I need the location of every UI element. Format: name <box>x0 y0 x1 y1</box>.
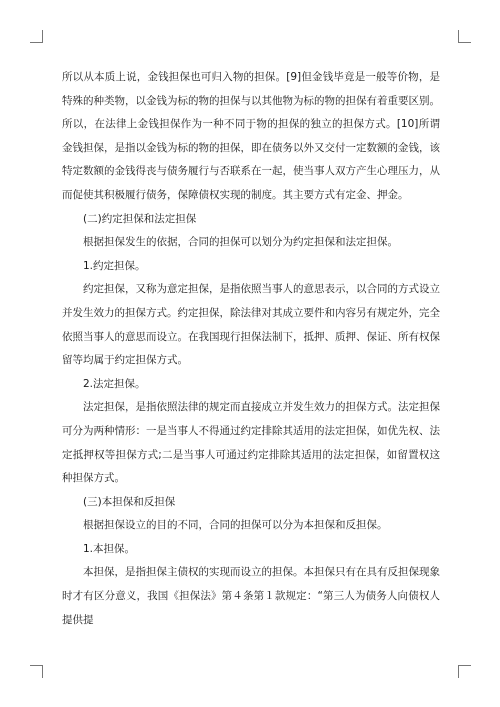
subsection-heading: 1.约定担保。 <box>83 259 146 272</box>
paragraph: 法定担保，是指依照法律的规定而直接成立并发生效力的担保方式。法定担保可分为两种情形：一是当事人不得通过约定排除其适用的法定担保，如优先权、法定抵押权等担保方式;二是当事人可通过约定排除其适用的法定担保，如留置权这种担保方式。 <box>62 401 440 485</box>
page-corner-mark-bottom-left <box>30 665 43 678</box>
document-body <box>62 66 440 632</box>
section-heading: (二)约定担保和法定担保 <box>83 212 197 225</box>
subsection-heading: 2.法定担保。 <box>83 377 146 390</box>
section-heading: (三)本担保和反担保 <box>83 495 176 508</box>
page-corner-mark-bottom-right <box>458 665 471 678</box>
page-corner-mark-top-left <box>30 30 43 43</box>
page-corner-mark-top-right <box>458 30 471 43</box>
paragraph: 根据担保发生的依据，合同的担保可以划分为约定担保和法定担保。 <box>83 236 398 249</box>
paragraph: 约定担保，又称为意定担保，是指依照当事人的意思表示，以合同的方式设立并发生效力的担保方式。约定担保，除法律对其成立要件和内容另有规定外，完全依照当事人的意思而设立。在我国现行担保法制下，抵押、质押、保证、所有权保留等均属于约定担保方式。 <box>62 283 440 367</box>
subsection-heading: 1.本担保。 <box>83 542 136 555</box>
paragraph: 本担保，是指担保主债权的实现而设立的担保。本担保只有在具有反担保现象时才有区分意义，我国《担保法》第４条第１款规定：“第三人为债务人向债权人提供提 <box>62 566 440 626</box>
paragraph: 根据担保设立的目的不同，合同的担保可以分为本担保和反担保。 <box>83 519 388 532</box>
paragraph: 所以从本质上说，金钱担保也可归入物的担保。[9]但金钱毕竟是一般等价物，是特殊的种类物，以金钱为标的物的担保与以其他物为标的物的担保有着重要区别。所以，在法律上金钱担保作为一种不同于物的担保的独立的担保方式。[10]所谓金钱担保，是指以金钱为标的物的担保，即在债务以外又交付一定数额的金钱，该特定数额的金钱得丧与债务履行与否联系在一起，使当事人双方产生心理压力，从而促使其积极履行债务，保障债权实现的制度。其主要方式有定金、押金。 <box>62 71 440 201</box>
